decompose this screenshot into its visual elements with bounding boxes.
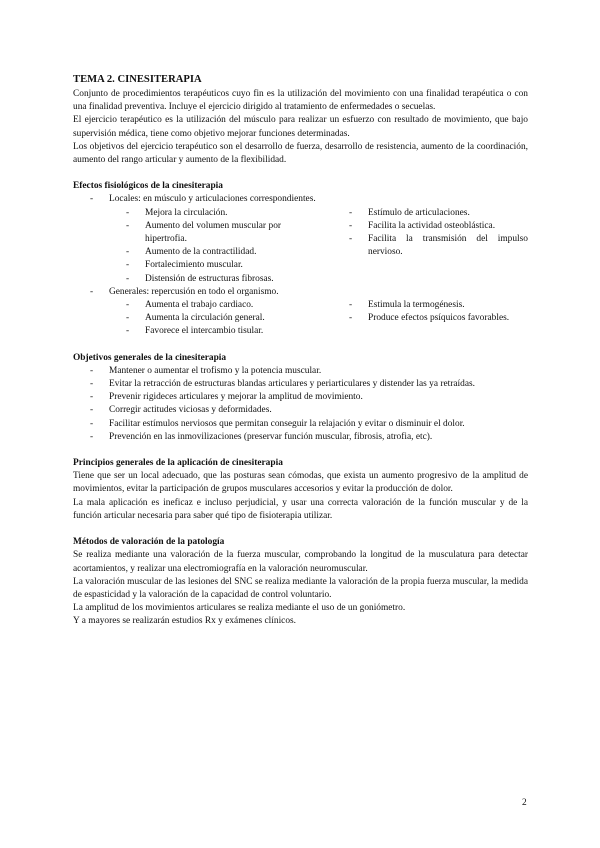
principios-paragraph-1: Tiene que ser un local adecuado, que las posturas sean cómodas, que exista un aumento progresivo de la amplitud de movimientos, evitar la participación de grupos musculares accesorios y evitar la producción de dolor. bbox=[73, 471, 528, 495]
page-number: 2 bbox=[522, 798, 527, 808]
list-item: - Estímulo de articulaciones. bbox=[349, 207, 528, 220]
generales-columns bbox=[73, 299, 528, 339]
list-item: - Facilita la transmisión del impulso nervioso. bbox=[349, 233, 528, 259]
list-item: - Facilita la actividad osteoblástica. bbox=[349, 220, 528, 233]
metodos-heading: Métodos de valoración de la patología bbox=[73, 537, 225, 548]
locales-right-list bbox=[349, 207, 528, 286]
list-item: - Fortalecimiento muscular. bbox=[73, 259, 281, 272]
objetivos-list bbox=[73, 365, 528, 444]
locales-left-list bbox=[73, 207, 349, 286]
list-item: - Aumenta la circulación general. bbox=[73, 312, 281, 325]
intro-paragraph-2: El ejercicio terapéutico es la utilización del músculo para realizar un esfuerzo con resultado de movimiento, que bajo supervisión médica, tiene como objetivo mejorar funciones determinadas. bbox=[73, 115, 528, 139]
metodos-paragraph-2: La valoración muscular de las lesiones del SNC se realiza mediante la valoración de la propia fuerza muscular, la medida de espasticidad y la valoración de la capacidad de control voluntario. bbox=[73, 576, 528, 600]
efectos-heading: Efectos fisiológicos de la cinesiterapia bbox=[73, 181, 223, 192]
list-item: - Aumento de la contractilidad. bbox=[73, 246, 281, 259]
locales-label: - Locales: en músculo y articulaciones correspondientes. bbox=[73, 193, 528, 206]
list-item: - Favorece el intercambio tisular. bbox=[73, 325, 281, 338]
metodos-paragraph-3: La amplitud de los movimientos articulares se realiza mediante el uso de un goniómetro. bbox=[73, 603, 406, 614]
list-item: - Evitar la retracción de estructuras blandas articulares y periarticulares y distender las ya retraídas. bbox=[73, 378, 528, 391]
principios-heading: Principios generales de la aplicación de cinesiterapia bbox=[73, 458, 283, 469]
document-page bbox=[73, 73, 528, 629]
list-item: - Mejora la circulación. bbox=[73, 207, 281, 220]
document-title: TEMA 2. CINESITERAPIA bbox=[73, 74, 202, 85]
list-item: - Estimula la termogénesis. bbox=[349, 299, 528, 312]
intro-paragraph-1: Conjunto de procedimientos terapéuticos cuyo fin es la utilización del movimiento con una finalidad terapéutica o con una finalidad preventiva. Incluye el ejercicio dirigido al tratamiento de enfermedades o secuelas. bbox=[73, 89, 528, 113]
list-item: - Aumenta el trabajo cardiaco. bbox=[73, 299, 281, 312]
generales-label: - Generales: repercusión en todo el organismo. bbox=[73, 286, 528, 299]
list-item: - Distensión de estructuras fibrosas. bbox=[73, 273, 281, 286]
list-item: - Corregir actitudes viciosas y deformidades. bbox=[73, 404, 528, 417]
list-item: - Prevención en las inmovilizaciones (preservar función muscular, fibrosis, atrofia, etc). bbox=[73, 431, 528, 444]
list-item: - Mantener o aumentar el trofismo y la potencia muscular. bbox=[73, 365, 528, 378]
metodos-paragraph-4: Y a mayores se realizarán estudios Rx y exámenes clínicos. bbox=[73, 616, 297, 627]
generales-right-list bbox=[349, 299, 528, 339]
metodos-paragraph-1: Se realiza mediante una valoración de la fuerza muscular, comprobando la longitud de la musculatura para detectar acortamientos, y realizar una electromiografía en la valoración neuromuscular. bbox=[73, 550, 528, 574]
list-item: - Aumento del volumen muscular por hipertrofia. bbox=[73, 220, 281, 246]
objetivos-heading: Objetivos generales de la cinesiterapia bbox=[73, 352, 227, 363]
principios-paragraph-2: La mala aplicación es ineficaz e incluso perjudicial, y usar una correcta valoración de la función muscular y de la función articular necesaria para saber qué tipo de fisioterapia utilizar. bbox=[73, 497, 528, 521]
list-item: - Prevenir rigideces articulares y mejorar la amplitud de movimiento. bbox=[73, 391, 528, 404]
intro-paragraph-3: Los objetivos del ejercicio terapéutico son el desarrollo de fuerza, desarrollo de resistencia, aumento de la coordinación, aumento del rango articular y aumento de la flexibilidad. bbox=[73, 141, 528, 166]
generales-left-list bbox=[73, 299, 349, 339]
list-item: - Produce efectos psíquicos favorables. bbox=[349, 312, 528, 325]
list-item: - Facilitar estímulos nerviosos que permitan conseguir la relajación y evitar o disminuir el dolor. bbox=[73, 418, 528, 431]
locales-columns bbox=[73, 207, 528, 286]
